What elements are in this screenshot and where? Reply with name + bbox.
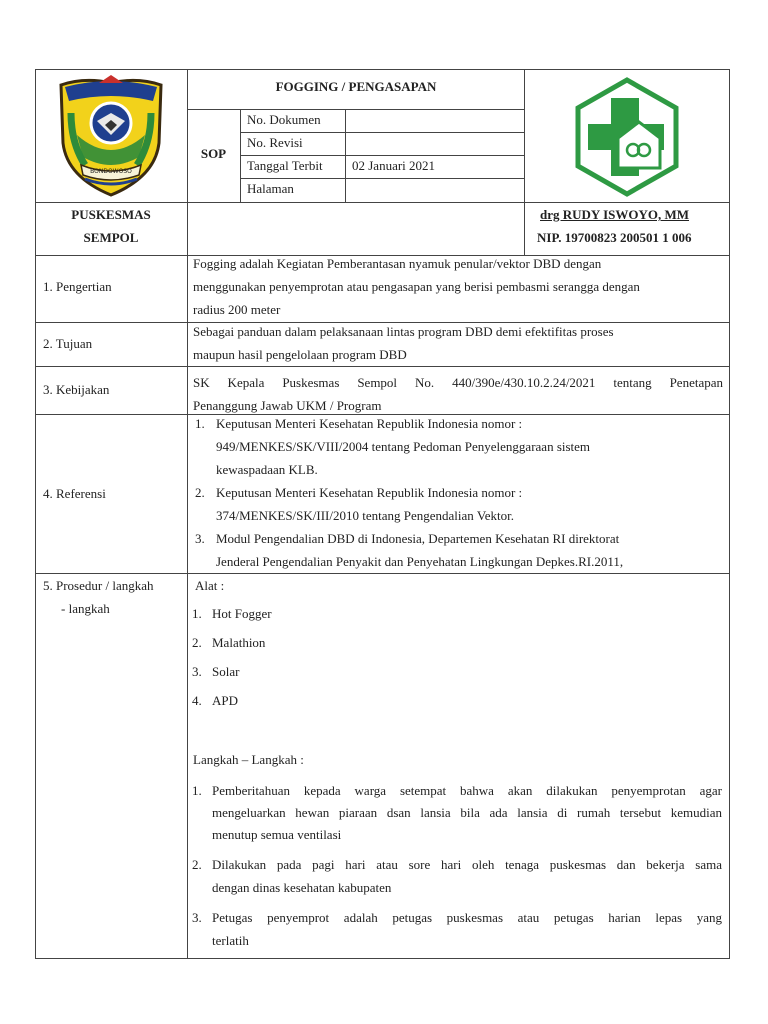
field-label-no-dokumen: No. Dokumen: [247, 112, 321, 127]
list-item-text: 374/MENKES/SK/III/2010 tentang Pengendalian Vektor.: [216, 508, 515, 523]
list-item-text: 949/MENKES/SK/VIII/2004 tentang Pedoman Penyelenggaraan sistem: [216, 439, 591, 454]
field-row-line: [240, 132, 525, 133]
list-item-text: Keputusan Menteri Kesehatan Republik Indonesia nomor :: [216, 416, 523, 431]
list-item-text: Keputusan Menteri Kesehatan Republik Indonesia nomor :: [216, 485, 523, 500]
org-name-line2: SEMPOL: [83, 230, 139, 245]
bondowoso-crest-logo: [55, 73, 167, 199]
header-row-line: [35, 202, 730, 203]
kebijakan-text: [193, 371, 723, 417]
section-line: [35, 322, 730, 323]
list-item-text: dengan dinas kesehatan kabupaten: [212, 880, 392, 895]
list-number: 1.: [192, 783, 202, 798]
section-label-referensi: 4. Referensi: [43, 486, 106, 501]
list-item-text: kewaspadaan KLB.: [216, 462, 318, 477]
puskesmas-logo: [566, 76, 688, 198]
text-line: Fogging adalah Kegiatan Pemberantasan nyamuk penular/vektor DBD dengan: [193, 256, 602, 271]
list-number: 3.: [192, 664, 202, 679]
list-number: 2.: [192, 857, 202, 872]
list-item-text: APD: [212, 693, 239, 708]
text-line: Penanggung Jawab UKM / Program: [193, 398, 382, 413]
signer-name: drg RUDY ISWOYO, MM: [540, 207, 690, 222]
list-number: 1.: [195, 416, 205, 431]
field-label-no-revisi: No. Revisi: [247, 135, 303, 150]
section-label-kebijakan: 3. Kebijakan: [43, 382, 110, 397]
list-item-text: Petugas penyemprot adalah petugas puskesmas atau petugas harian lepas yang: [212, 910, 722, 925]
alat-heading: Alat :: [195, 578, 225, 593]
field-row-line: [240, 178, 525, 179]
sop-label: SOP: [200, 146, 227, 161]
list-item-text: Pemberitahuan kepada warga setempat bahwa akan dilakukan penyemprotan agar: [212, 783, 722, 798]
section-line: [35, 366, 730, 367]
table-border-bottom: [35, 958, 730, 959]
text-line: radius 200 meter: [193, 302, 281, 317]
document-title: FOGGING / PENGASAPAN: [275, 79, 437, 94]
text-line: Sebagai panduan dalam pelaksanaan lintas program DBD demi efektifitas proses: [193, 324, 614, 339]
list-item-text: mengeluarkan hewan piaraan dsan lansia bila ada lansia di rumah tersebut kemudian: [212, 805, 722, 820]
list-item-text: Solar: [212, 664, 240, 679]
field-value-tanggal-terbit: 02 Januari 2021: [352, 158, 436, 173]
langkah-list: [192, 780, 722, 950]
field-label-halaman: Halaman: [247, 181, 294, 196]
table-divider-logo: [524, 69, 525, 255]
org-name-line1: PUSKESMAS: [71, 207, 151, 222]
list-number: 3.: [192, 910, 202, 925]
list-number: 2.: [192, 635, 202, 650]
section-label-tujuan: 2. Tujuan: [43, 336, 93, 351]
list-number: 3.: [195, 531, 205, 546]
list-item-text: Hot Fogger: [212, 606, 272, 621]
section-label-pengertian: 1. Pengertian: [43, 279, 112, 294]
title-row-line: [187, 109, 525, 110]
list-item-text: Dilakukan pada pagi hari atau sore hari oleh tenaga puskesmas dan bekerja sama: [212, 857, 722, 872]
field-label-tanggal-terbit: Tanggal Terbit: [247, 158, 323, 173]
langkah-heading: Langkah – Langkah :: [193, 752, 304, 767]
list-item-text: menutup semua ventilasi: [212, 827, 342, 842]
list-number: 4.: [192, 693, 202, 708]
text-line: maupun hasil pengelolaan program DBD: [193, 347, 407, 362]
signer-nip: NIP. 19700823 200501 1 006: [537, 230, 692, 245]
section-label-prosedur-cont: - langkah: [61, 601, 110, 616]
list-item-text: terlatih: [212, 933, 249, 948]
referensi-list: [195, 417, 725, 571]
section-label-prosedur: 5. Prosedur / langkah: [43, 578, 154, 593]
text-line: SK Kepala Puskesmas Sempol No. 440/390e/430.10.2.24/2021 tentang Penetapan: [193, 375, 723, 390]
field-row-line: [240, 155, 525, 156]
crest-motto-text: BONDOWOSO: [90, 168, 132, 175]
list-number: 1.: [192, 606, 202, 621]
list-number: 2.: [195, 485, 205, 500]
section-line: [35, 573, 730, 574]
list-item-text: Modul Pengendalian DBD di Indonesia, Departemen Kesehatan RI direktorat: [216, 531, 620, 546]
text-line: menggunakan penyemprotan atau pengasapan yang berisi pembasmi serangga dengan: [193, 279, 640, 294]
table-border-top: [35, 69, 730, 70]
list-item-text: Malathion: [212, 635, 266, 650]
list-item-text: Jenderal Pengendalian Penyakit dan Penyehatan Lingkungan Depkes.RI.2011,: [216, 554, 624, 569]
alat-list: [192, 607, 392, 707]
